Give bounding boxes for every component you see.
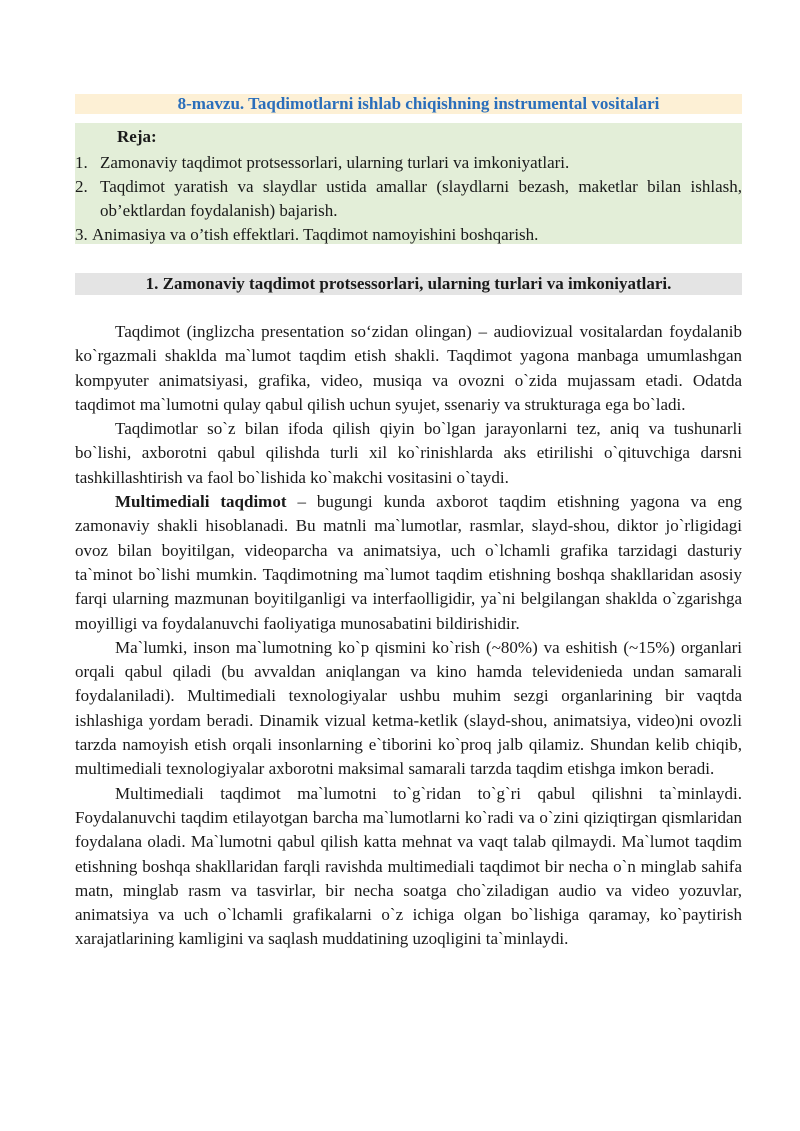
paragraph-text: Taqdimot (inglizcha presentation so‘zidan olingan) – audiovizual vositalardan foydalanib ko`rgazmali shaklda ma`lumot taqdim etish shakli. Taqdimot yagona manbaga umumlashgan kompyuter animatsiyasi, grafika, video, musiqa va ovozni o`zida mujassam etadi. Odatda taqdimot ma`lumotni qulay qabul qilish uchun syujet, ssenariy va strukturaga ega bo`ladi.	[75, 322, 742, 414]
paragraph	[75, 417, 742, 490]
plan-block	[75, 123, 742, 247]
plan-item-text: Taqdimot yaratish va slaydlar ustida amallar (slaydlarni bezash, maketlar bilan ishlash, ob’ektlardan foydalanish) bajarish.	[100, 177, 742, 220]
paragraph	[75, 320, 742, 417]
body-text	[75, 320, 742, 952]
term-bold: Multimediali taqdimot	[115, 492, 287, 512]
paragraph	[75, 490, 742, 636]
page-title: 8-mavzu. Taqdimotlarni ishlab chiqishning instrumental vositalari	[177, 94, 660, 113]
paragraph-text: – bugungi kunda axborot taqdim etishning yagona va eng zamonaviy shakli hisoblanadi. Bu matnli ma`lumotlar, rasmlar, slayd-shou, diktor jo`rligidagi ovoz bilan boyitilgan, videoparcha va animatsiya, uch o`lchamli grafika tarzidagi dasturiy ta`minot bo`lishi mumkin. Taqdimotning ma`lumot taqdim etishning boshqa shakllaridan asosiy farqi ularning mazmunan boyitilganligi va interfaolligidir, ya`ni belgilangan shaklda o`zgarishga moyilligi va foydalanuvchi faoliyatiga munosabatini bildirishidir.	[75, 492, 742, 633]
plan-item-text: Animasiya va o’tish effektlari. Taqdimot namoyishini boshqarish.	[92, 225, 539, 244]
plan-item	[75, 223, 742, 247]
paragraph	[75, 636, 742, 782]
section-title: 1. Zamonaviy taqdimot protsessorlari, ularning turlari va imkoniyatlari.	[145, 274, 672, 293]
plan-item-number: 3.	[75, 225, 88, 244]
plan-item-text: Zamonaviy taqdimot protsessorlari, ularning turlari va imkoniyatlari.	[100, 153, 570, 172]
plan-item-number: 1.	[75, 153, 88, 172]
plan-heading: Reja:	[117, 127, 157, 146]
plan-item	[75, 175, 742, 223]
plan-item	[75, 151, 742, 175]
paragraph-text: Taqdimotlar so`z bilan ifoda qilish qiyin bo`lgan jarayonlarni tez, aniq va tushunarli bo`lishi, axborotni qabul qilishda turli xil ko`rinishlarda aks etirilishi o`qituvchiga darsni tashkillashtirish va faol bo`lishida ko`makchi vositasini o`taydi.	[75, 419, 742, 487]
paragraph-text: Multimediali taqdimot ma`lumotni to`g`ridan to`g`ri qabul qilishni ta`minlaydi. Foydalanuvchi taqdim etilayotgan barcha ma`lumotlarni ko`radi va o`zini qiziqtirgan qismlaridan foydalana oladi. Ma`lumotni qabul qilish katta mehnat va vaqt talab qilmaydi. Ma`lumot taqdim etishning boshqa shakllaridan farqli ravishda multimediali taqdimot bir necha o`n minglab sahifa matn, minglab rasm va tasvirlar, bir necha soatga cho`ziladigan audio va video yozuvlar, animatsiya va uch o`lchamli grafikalarni o`z ichiga olgan bo`lishiga qaramay, ko`paytirish xarajatlarining kamligini va saqlash muddatining uzoqligini ta`minlaydi.	[75, 783, 742, 949]
plan-item-number: 2.	[75, 177, 88, 196]
paragraph-text: Ma`lumki, inson ma`lumotning ko`p qismini ko`rish (~80%) va eshitish (~15%) organlari orqali qabul qiladi (bu avvaldan aniqlangan va kino hamda televidenieda undan samarali foydalaniladi). Multimediali texnologiyalar ushbu muhim sezgi organlarining bir vaqtda ishlashiga yordam beradi. Dinamik vizual ketma-ketlik (slayd-shou, animatsiya, video)ni ovozli tarzda namoyish etish orqali insonlarning e`tiborini ko`proq jalb qilamiz. Shundan kelib chiqib, multimediali texnologiyalar axborotni maksimal samarali tarzda taqdim etishga imkon beradi.	[75, 637, 742, 779]
paragraph	[75, 782, 742, 952]
